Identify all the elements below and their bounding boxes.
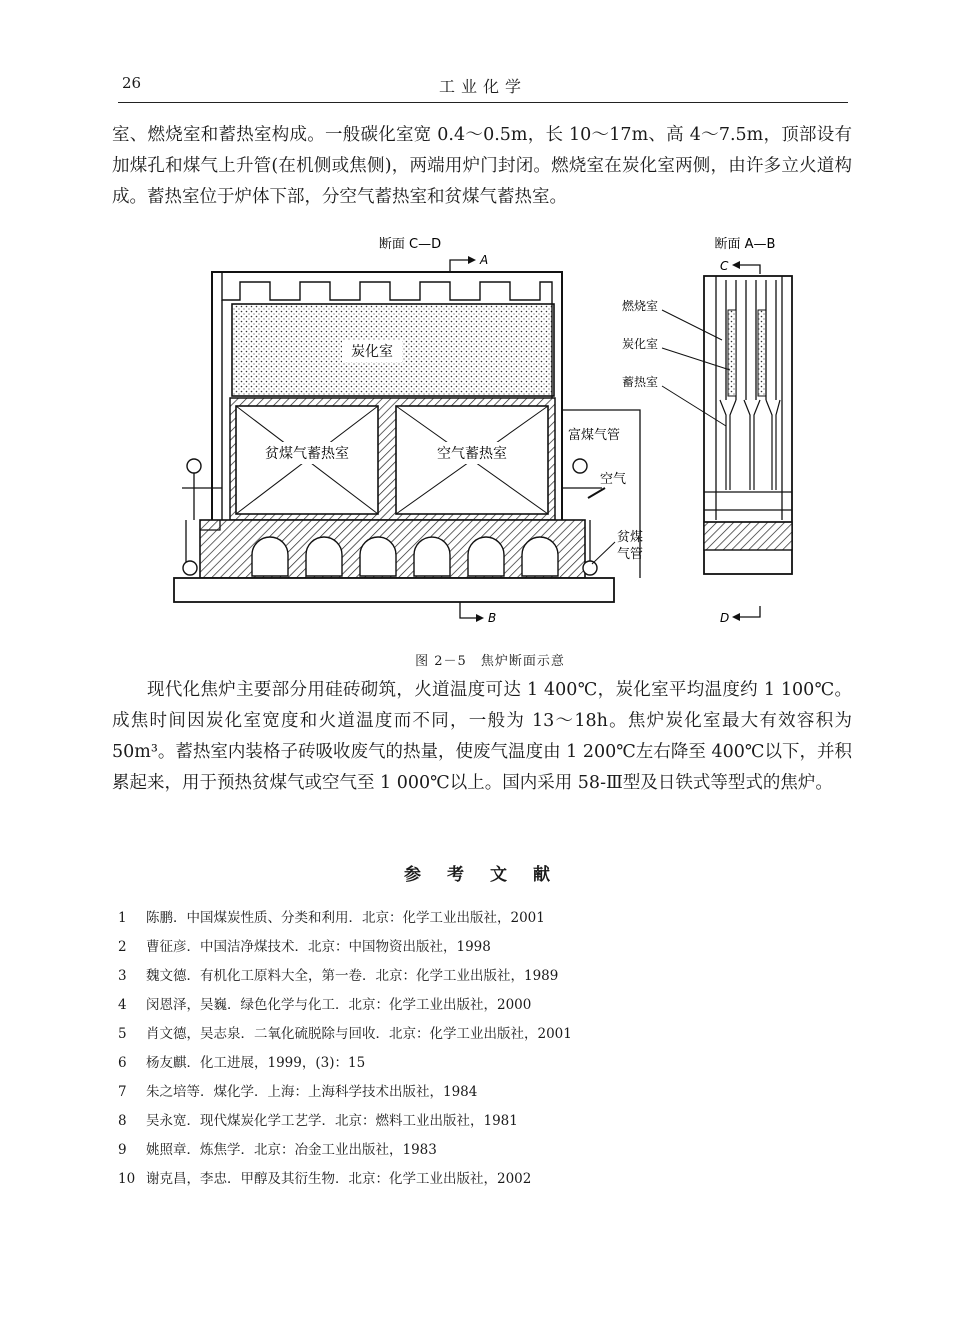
mark-a: A [480, 253, 489, 267]
coke-oven-figure [160, 230, 820, 640]
mark-c: C [720, 259, 729, 273]
label-rich-gas: 富煤气管 [568, 428, 621, 443]
reference-item: 1 陈鹏．中国煤炭性质、分类和利用．北京：化学工业出版社，2001 [118, 910, 545, 926]
page-number: 26 [122, 74, 142, 92]
label-lean-regen: 贫煤气蓄热室 [265, 446, 349, 462]
reference-item: 3 魏文德．有机化工原料大全，第一卷．北京：化学工业出版社，1989 [118, 968, 559, 984]
reference-item: 9 姚照章．炼焦学．北京：冶金工业出版社，1983 [118, 1142, 437, 1158]
label-lean-gas-2: 气管 [617, 547, 644, 562]
paragraph-1: 室、燃烧室和蓄热室构成。一般碳化室宽 0.4～0.5m，长 10～17m、高 4～7.5m，顶部设有加煤孔和煤气上升管(在机侧或焦侧)，两端用炉门封闭。燃烧室在炭化室两侧，由许多立火道构成。蓄热室位于炉体下部，分空气蓄热室和贫煤气蓄热室。 [112, 125, 852, 207]
label-air: 空气 [600, 472, 627, 487]
reference-item: 8 吴永宽．现代煤炭化学工艺学．北京：燃料工业出版社，1981 [118, 1113, 518, 1129]
mark-d: D [720, 611, 730, 625]
reference-item: 6 杨友麒．化工进展，1999，(3)：15 [118, 1055, 366, 1071]
reference-item: 4 闵恩泽，吴巍．绿色化学与化工．北京：化学工业出版社，2000 [118, 997, 532, 1013]
reference-item: 10 谢克昌，李忠．甲醇及其衍生物．北京：化学工业出版社，2002 [118, 1171, 532, 1187]
references-list [118, 904, 848, 1194]
section-cd-label: 断面 C—D [378, 237, 442, 252]
label-burn-r: 燃烧室 [622, 299, 659, 313]
mark-b: B [488, 611, 497, 625]
page-header [118, 68, 848, 103]
paragraph-2: 现代化焦炉主要部分用硅砖砌筑，火道温度可达 1 400℃，炭化室平均温度约 1 100℃。成焦时间因炭化室宽度和火道温度而不同，一般为 13～18h。焦炉炭化室最大有效容积为 50m³。蓄热室内装格子砖吸收废气的热量，使废气温度由 1 200℃左右降至 400℃以下，并积累起来，用于预热贫煤气或空气至 1 000℃以上。国内采用 58-Ⅲ型及日铁式等型式的焦炉。 [112, 680, 852, 793]
references-title: 参考文献 [404, 865, 576, 885]
label-carbonization: 炭化室 [351, 344, 393, 360]
section-ab-label: 断面 A—B [714, 237, 776, 252]
label-lean-gas-1: 贫煤 [617, 530, 644, 545]
label-regen-r: 蓄热室 [622, 375, 659, 389]
reference-item: 5 肖文德，吴志泉．二氧化硫脱除与回收．北京：化学工业出版社，2001 [118, 1026, 572, 1042]
label-carb-r: 炭化室 [622, 337, 659, 351]
running-title: 工业化学 [438, 77, 527, 96]
figure-caption: 图 2－5 焦炉断面示意 [415, 654, 565, 669]
coke-oven-diagram [160, 230, 820, 640]
label-air-regen: 空气蓄热室 [437, 446, 507, 462]
reference-item: 2 曹征彦．中国洁净煤技术．北京：中国物资出版社，1998 [118, 939, 491, 955]
reference-item: 7 朱之培等．煤化学．上海：上海科学技术出版社，1984 [118, 1084, 478, 1100]
